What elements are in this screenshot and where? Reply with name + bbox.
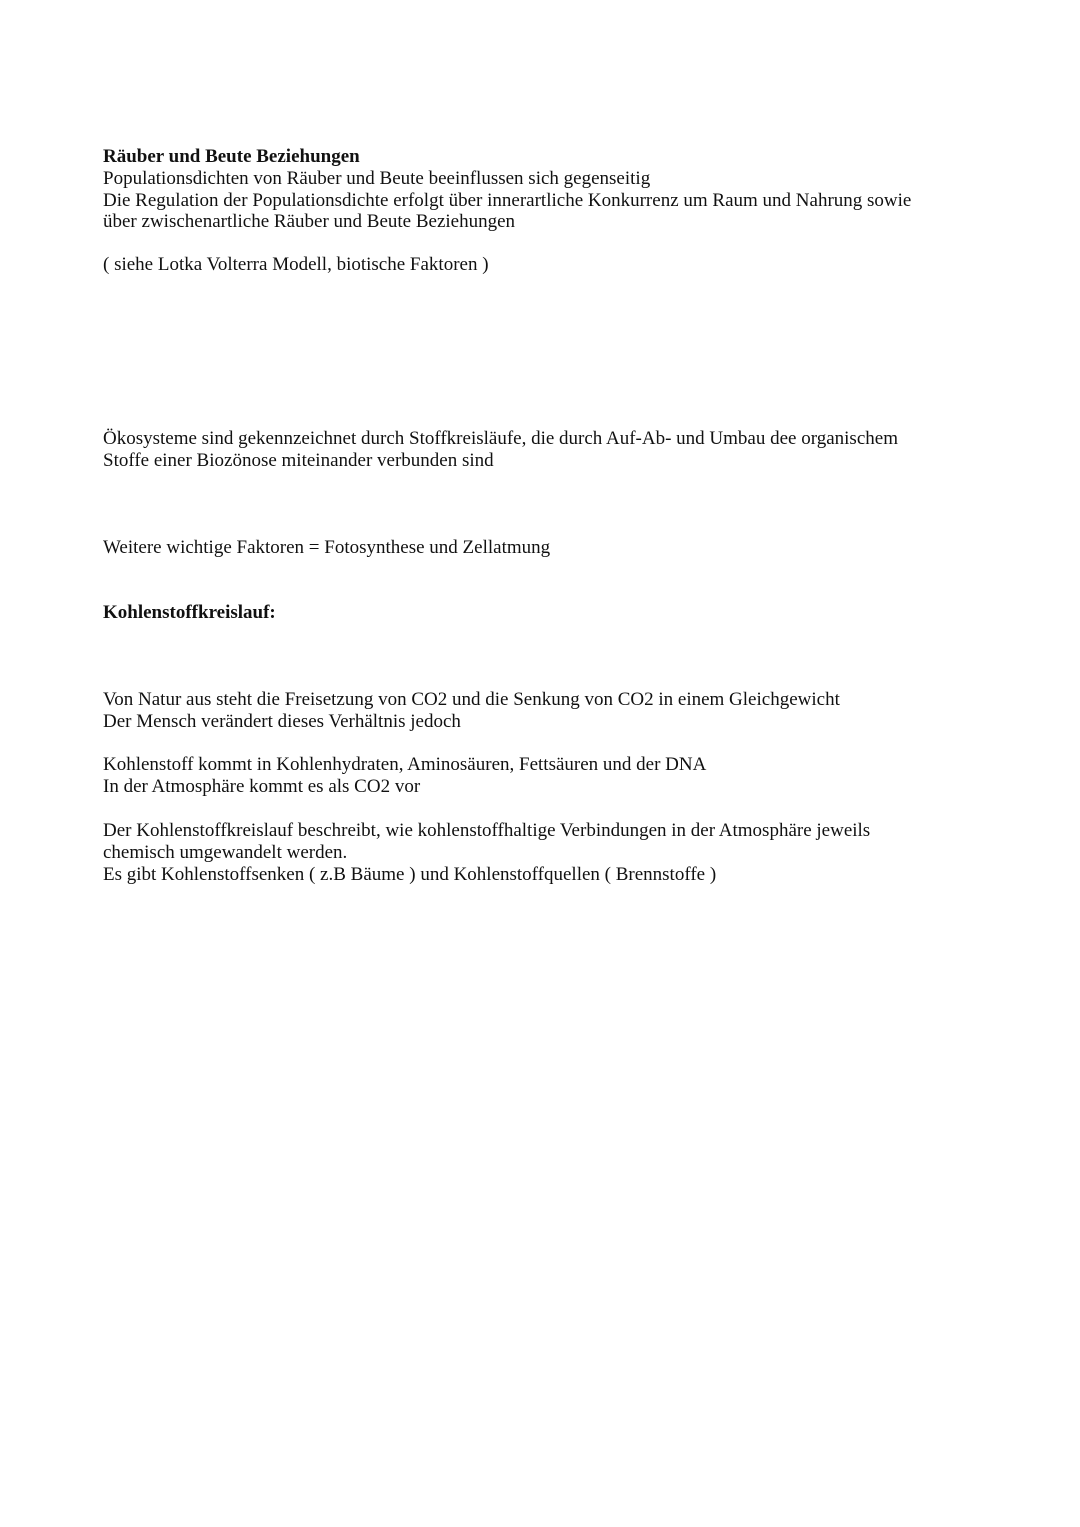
carbon-balance-paragraph	[103, 689, 983, 733]
paragraph-line: Es gibt Kohlenstoffsenken ( z.B Bäume ) und Kohlenstoffquellen ( Brennstoffe )	[103, 863, 717, 885]
ecosystem-paragraph	[103, 428, 983, 472]
paragraph-line: Populationsdichten von Räuber und Beute beeinflussen sich gegenseitig	[103, 167, 651, 189]
predator-prey-section	[103, 146, 983, 233]
paragraph-line: chemisch umgewandelt werden.	[103, 841, 348, 863]
paragraph-line: In der Atmosphäre kommt es als CO2 vor	[103, 775, 421, 797]
paragraph-line: Weitere wichtige Faktoren = Fotosynthese und Zellatmung	[103, 537, 551, 558]
paragraph-line: Die Regulation der Populationsdichte erfolgt über innerartliche Konkurrenz um Raum und Nahrung sowie	[103, 189, 912, 211]
paragraph-line: Der Kohlenstoffkreislauf beschreibt, wie kohlenstoffhaltige Verbindungen in der Atmosphäre jeweils	[103, 820, 871, 841]
paragraph-line: Ökosysteme sind gekennzeichnet durch Stoffkreisläufe, die durch Auf-Ab- und Umbau dee organischem	[103, 428, 898, 449]
paragraph-line: Der Mensch verändert dieses Verhältnis jedoch	[103, 710, 461, 732]
carbon-compounds-paragraph	[103, 754, 983, 798]
carbon-cycle-description	[103, 820, 983, 885]
paragraph-line: Kohlenstoff kommt in Kohlenhydraten, Aminosäuren, Fettsäuren und der DNA	[103, 754, 707, 775]
paragraph-line: Stoffe einer Biozönose miteinander verbunden sind	[103, 449, 494, 471]
predator-prey-heading: Räuber und Beute Beziehungen	[103, 146, 360, 167]
paragraph-line: Von Natur aus steht die Freisetzung von CO2 und die Senkung von CO2 in einem Gleichgewicht	[103, 689, 840, 710]
paragraph-line: über zwischenartliche Räuber und Beute Beziehungen	[103, 211, 516, 233]
lotka-volterra-note	[103, 254, 983, 276]
carbon-cycle-heading: Kohlenstoffkreislauf:	[103, 602, 276, 623]
note-line: ( siehe Lotka Volterra Modell, biotische Faktoren )	[103, 254, 489, 275]
factors-paragraph	[103, 537, 983, 559]
carbon-cycle-heading-block	[103, 602, 983, 624]
